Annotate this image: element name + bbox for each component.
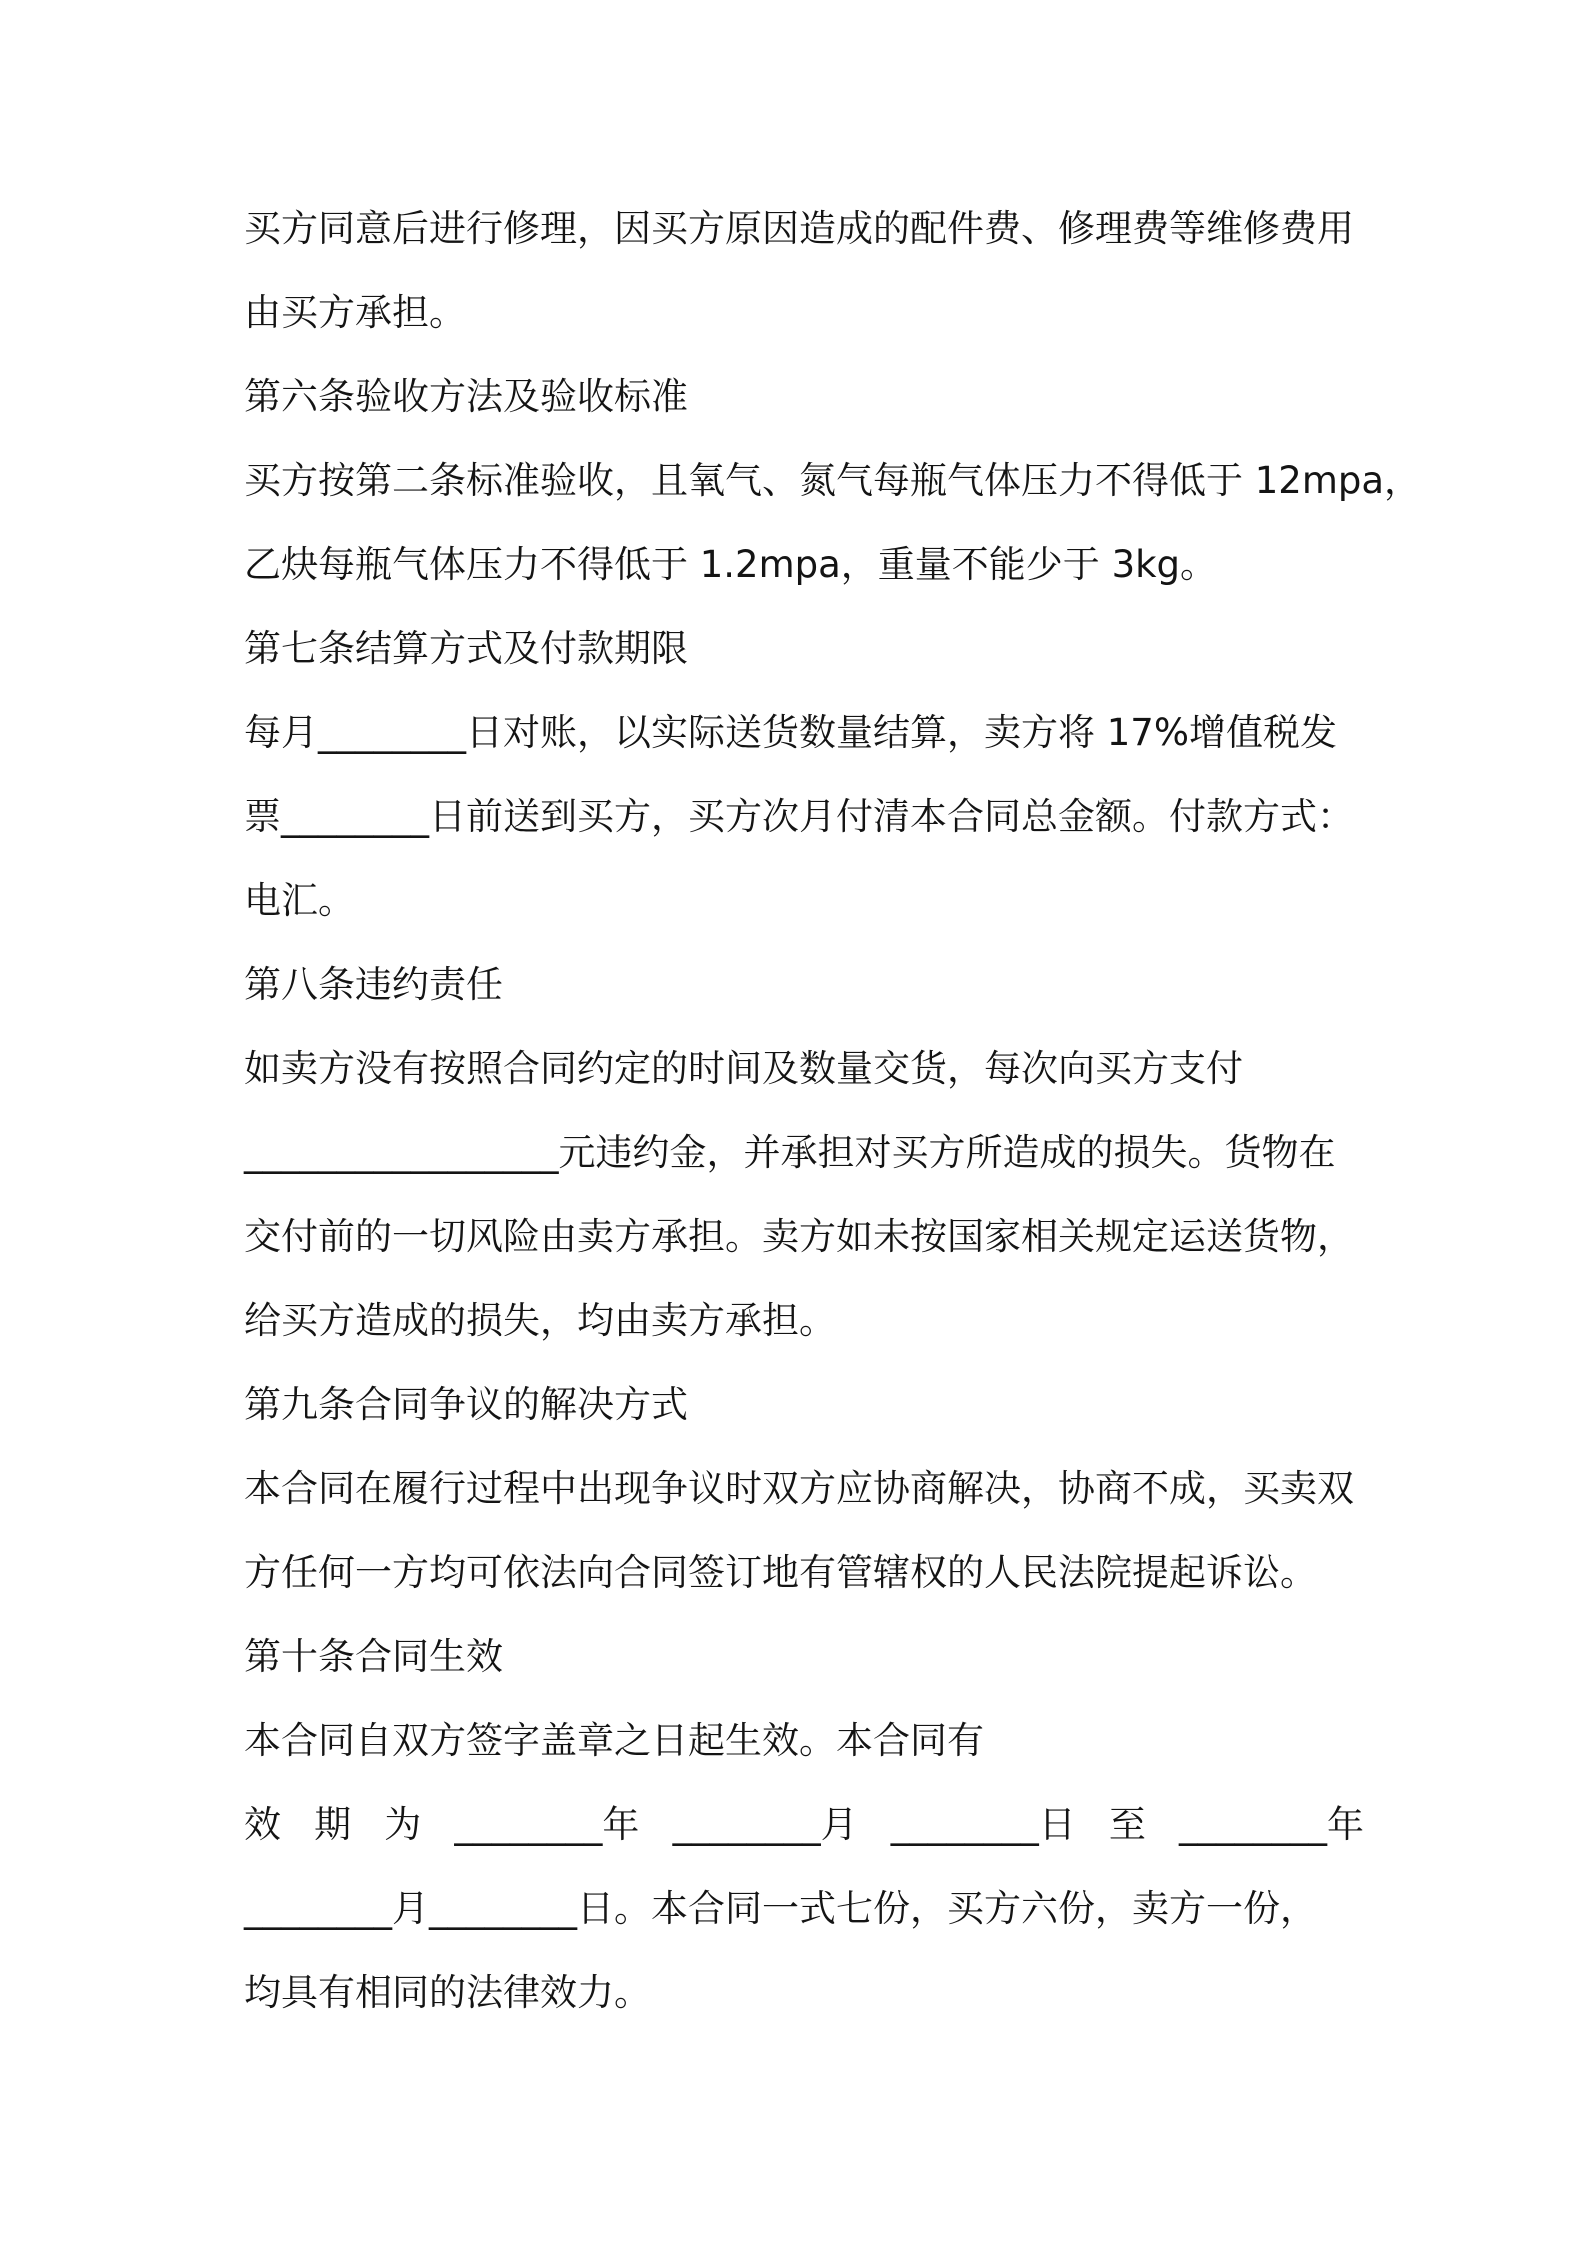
text-line: 由买方承担。 bbox=[244, 291, 466, 334]
section-heading: 第六条验收方法及验收标准 bbox=[244, 375, 688, 418]
text-line: 每月________日对账，以实际送货数量结算，卖方将 17%增值税发 bbox=[244, 711, 1337, 754]
text-line: 如卖方没有按照合同约定的时间及数量交货，每次向买方支付 bbox=[244, 1047, 1243, 1090]
validity-token: 至 bbox=[1108, 1803, 1146, 1846]
section-heading: 第七条结算方式及付款期限 bbox=[244, 627, 688, 670]
section-heading: 第八条违约责任 bbox=[244, 963, 503, 1006]
text-line: 电汇。 bbox=[244, 879, 355, 922]
text-line: 交付前的一切风险由卖方承担。卖方如未按国家相关规定运送货物， bbox=[244, 1215, 1354, 1258]
text-line: 本合同自双方签字盖章之日起生效。本合同有 bbox=[244, 1719, 984, 1762]
validity-token: ________年 bbox=[454, 1803, 640, 1846]
text-line: 买方同意后进行修理，因买方原因造成的配件费、修理费等维修费用 bbox=[244, 207, 1354, 250]
text-line: 本合同在履行过程中出现争议时双方应协商解决，协商不成，买卖双 bbox=[244, 1467, 1354, 1510]
validity-token: 期 bbox=[314, 1803, 352, 1846]
text-line: 均具有相同的法律效力。 bbox=[244, 1971, 651, 2014]
section-heading: 第九条合同争议的解决方式 bbox=[244, 1383, 688, 1426]
validity-token: ________月 bbox=[672, 1803, 858, 1846]
validity-token: 效 bbox=[244, 1803, 281, 1846]
validity-token: ________年 bbox=[1178, 1803, 1364, 1846]
text-line: 方任何一方均可依法向合同签订地有管辖权的人民法院提起诉讼。 bbox=[244, 1551, 1317, 1594]
validity-period-line bbox=[244, 1796, 1364, 1880]
text-line: 买方按第二条标准验收，且氧气、氮气每瓶气体压力不得低于 12mpa， bbox=[244, 459, 1422, 502]
text-line: ________月________日。本合同一式七份，买方六份，卖方一份， bbox=[244, 1887, 1317, 1930]
section-heading: 第十条合同生效 bbox=[244, 1635, 503, 1678]
validity-token: 为 bbox=[384, 1803, 422, 1846]
text-line: 票________日前送到买方，买方次月付清本合同总金额。付款方式： bbox=[244, 795, 1354, 838]
document-body bbox=[244, 200, 1422, 2048]
text-line: _________________元违约金，并承担对买方所造成的损失。货物在 bbox=[244, 1131, 1336, 1174]
validity-token: ________日 bbox=[890, 1803, 1076, 1846]
text-line: 给买方造成的损失，均由卖方承担。 bbox=[244, 1299, 836, 1342]
text-line: 乙炔每瓶气体压力不得低于 1.2mpa，重量不能少于 3kg。 bbox=[244, 543, 1218, 586]
